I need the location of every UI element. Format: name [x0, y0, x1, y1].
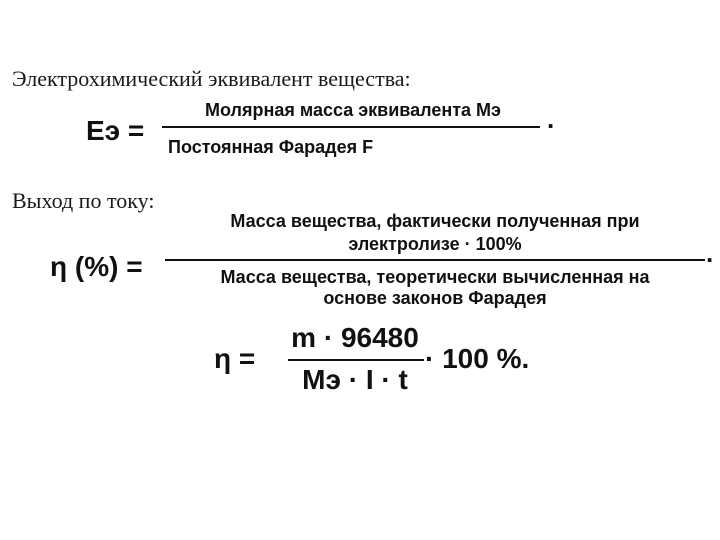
formula2-denominator-line2: основе законов Фарадея [323, 288, 547, 308]
formula1-period: . [547, 104, 555, 134]
formula2-lhs: η (%) = [50, 251, 143, 282]
formula2-numerator-line1: Масса вещества, фактически полученная при [230, 211, 640, 231]
formula3-fraction-bar [288, 359, 424, 361]
formula2-fraction-bar [165, 259, 705, 261]
formula3-denominator: Mэ · I · t [302, 364, 408, 395]
heading-current-yield: Выход по току: [12, 188, 155, 213]
formula1-fraction-bar [162, 126, 540, 128]
formula1-lhs: Eэ = [86, 115, 145, 146]
formula2-denominator-line1: Масса вещества, теоретически вычисленная на [220, 267, 650, 287]
heading-electrochemical-equivalent: Электрохимический эквивалент вещества: [12, 66, 411, 91]
formula1-numerator: Молярная масса эквивалента Mэ [205, 100, 501, 120]
formula1-denominator: Постоянная Фарадея F [168, 137, 374, 157]
formula2-period: . [706, 238, 714, 268]
formula2-numerator-line2: электролизе · 100% [348, 234, 522, 254]
formula3-lhs: η = [214, 343, 256, 374]
formula3-multiplier: · 100 %. [425, 343, 530, 374]
formula3-numerator: m · 96480 [291, 322, 419, 353]
